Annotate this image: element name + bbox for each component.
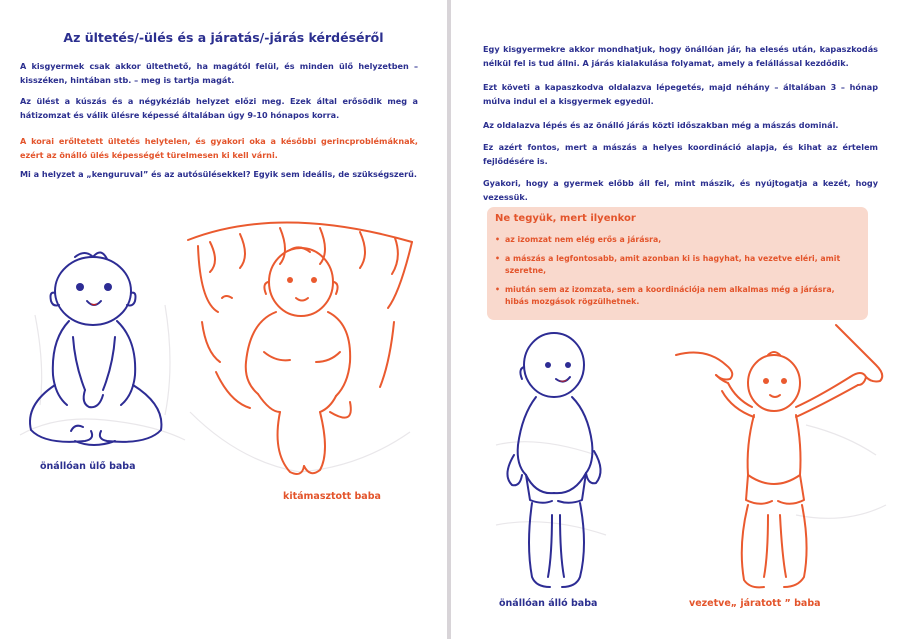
- warning-list: [495, 234, 855, 315]
- paragraph-crawling: Az ülést a kúszás és a négykézláb helyzet előzi meg. Ezek által erősödik meg a hátizomzat és válik ülésre képessé általában úgy 9-10 hónapos korra.: [20, 96, 418, 120]
- caption-led-baby: vezetve„ járatott ” baba: [689, 598, 821, 609]
- paragraph-kangaroo: Mi a helyzet a „kenguruval” és az autósülésekkel? Egyik sem ideális, de szükségszerű.: [20, 169, 417, 179]
- right-page: [451, 0, 898, 639]
- caption-propped-baby: kitámasztott baba: [283, 491, 381, 502]
- list-item: • az izomzat nem elég erős a járásra,: [495, 234, 855, 247]
- sitting-baby-illustration: [15, 245, 190, 460]
- paragraph-side-stepping: Ezt követi a kapaszkodva oldalazva lépegetés, majd néhány – általában 3 – hónap múlva indul el a kisgyermek egyedül.: [483, 82, 878, 106]
- bullet-icon: •: [495, 253, 500, 263]
- warning-title: Ne tegyük, mert ilyenkor: [495, 213, 636, 224]
- bullet-icon: •: [495, 284, 500, 294]
- paragraph-reaching-hands: Gyakori, hogy a gyermek előbb áll fel, mint mászik, és nyújtogatja a kezét, hogy vezessük.: [483, 178, 878, 202]
- paragraph-independent-walking: Egy kisgyermekre akkor mondhatjuk, hogy önállóan jár, ha elesés után, kapaszkodás nélkül fel is tud állni. A járás kialakulása folyamat, amely a felállással kezdődik.: [483, 44, 878, 68]
- paragraph-crawling-dominates: Az oldalazva lépés és az önálló járás közti időszakban még a mászás dominál.: [483, 120, 839, 130]
- propped-baby-illustration: [180, 212, 420, 487]
- left-page: [0, 0, 447, 639]
- caption-standing-baby: önállóan álló baba: [499, 598, 598, 609]
- list-item: • a mászás a legfontosabb, amit azonban ki is hagyhat, ha vezetve eléri, amit szeretne,: [495, 253, 841, 275]
- led-baby-illustration: [676, 325, 891, 595]
- list-item: • miután sem az izomzata, sem a koordinációja nem alkalmas még a járásra, hibás mozgások rögzülhetnek.: [495, 284, 835, 306]
- warning-box: [487, 207, 868, 320]
- paragraph-coordination: Ez azért fontos, mert a mászás a helyes koordináció alapja, és kihat az értelem fejlődésére is.: [483, 142, 878, 166]
- paragraph-warning-early-sitting: A korai erőltetett ültetés helytelen, és gyakori oka a későbbi gerincproblémáknak, ezért az önálló ülés képességét türelmesen ki kell várni.: [20, 136, 418, 160]
- caption-sitting-baby: önállóan ülő baba: [40, 461, 136, 472]
- page-title: Az ültetés/-ülés és a járatás/-járás kérdéséről: [63, 30, 384, 45]
- bullet-icon: •: [495, 235, 500, 244]
- paragraph-sitting-rule: A kisgyermek csak akkor ültethető, ha magától felül, és minden ülő helyzetben – kisszéken, hintában stb. – meg is tartja magát.: [20, 61, 418, 85]
- standing-baby-illustration: [496, 325, 611, 595]
